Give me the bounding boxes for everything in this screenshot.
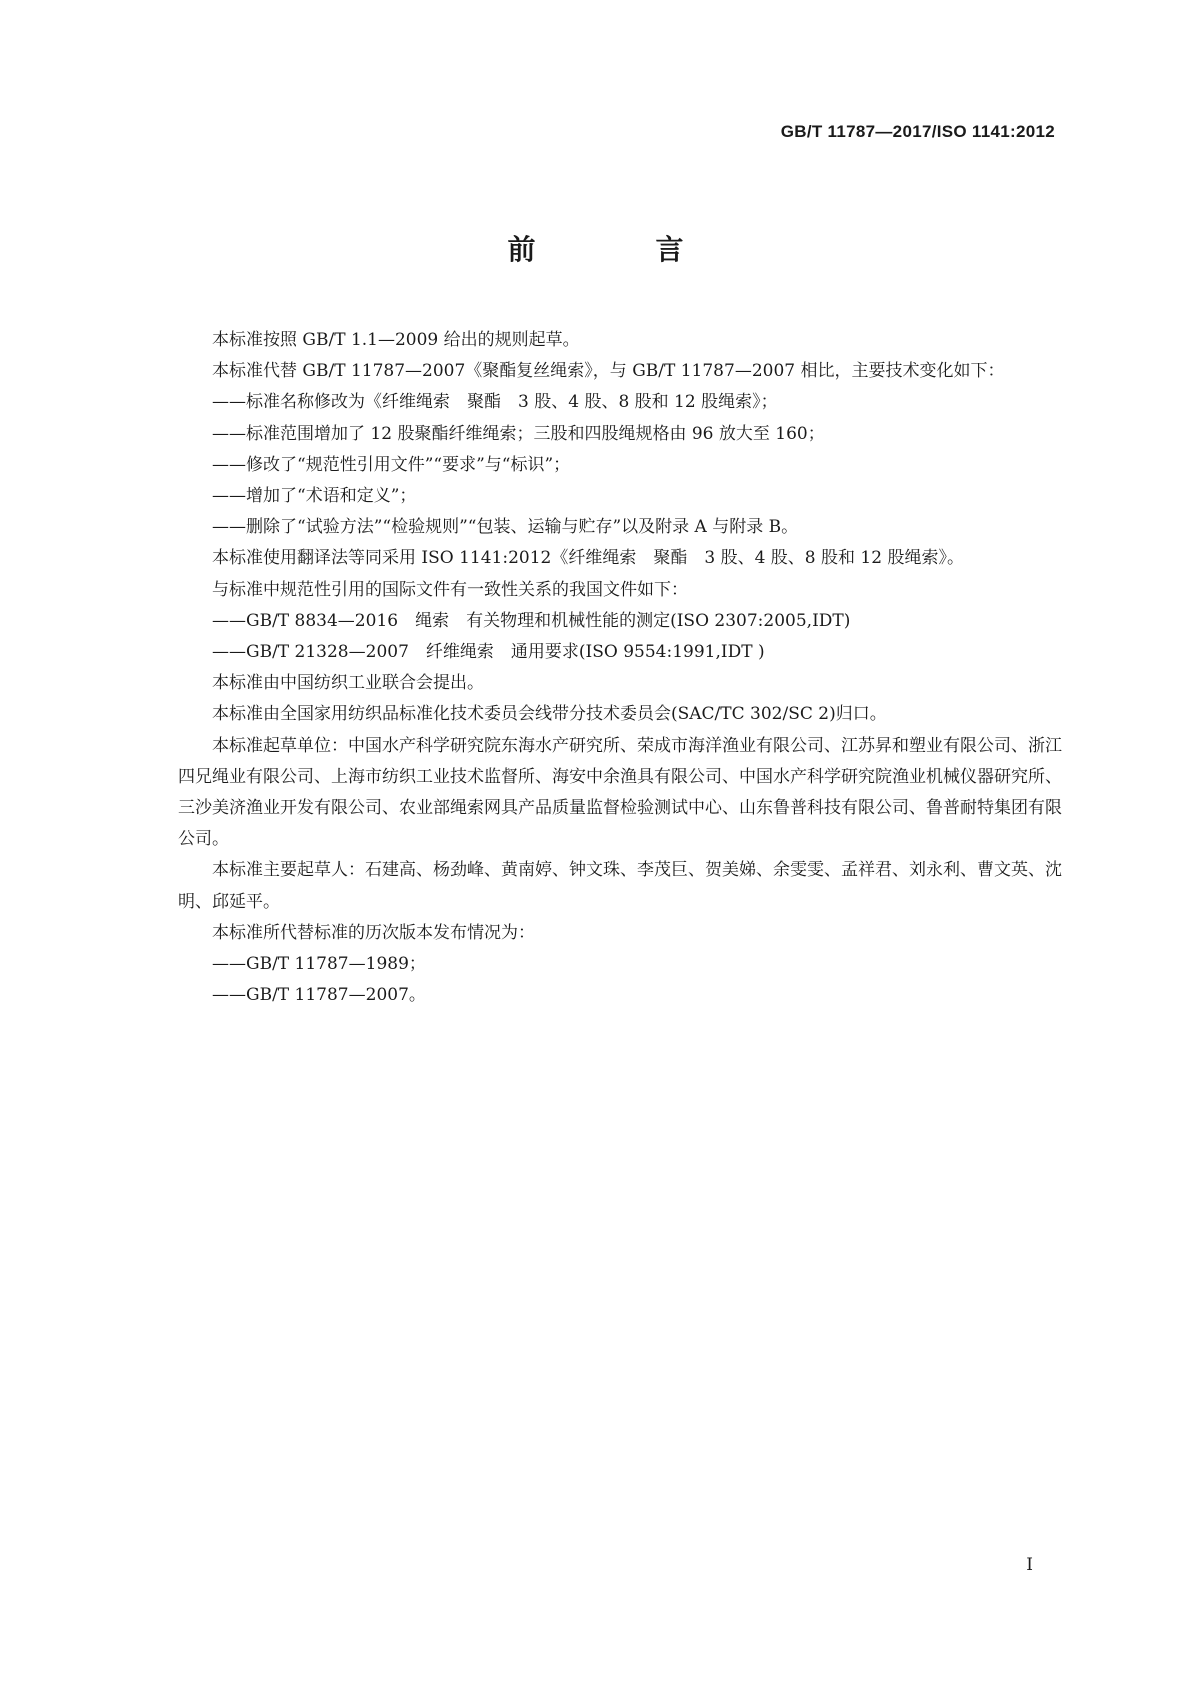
paragraph-drafting-rules: 本标准按照 GB/T 1.1—2009 给出的规则起草。 xyxy=(212,330,580,350)
change-item-references: ——修改了“规范性引用文件”“要求”与“标识”； xyxy=(212,454,571,475)
paragraph-drafting-units: 本标准起草单位：中国水产科学研究院东海水产研究所、荣成市海洋渔业有限公司、江苏昇和塑业有限公司、浙江四兄绳业有限公司、上海市纺织工业技术监督所、海安中余渔具有限公司、中国水产科学研究院渔业机械仪器研究所、三沙美济渔业开发有限公司、农业部绳索网具产品质量监督检验测试中心、山东鲁普科技有限公司、鲁普耐特集团有限公司。 xyxy=(178,735,1062,850)
paragraph-administered-by: 本标准由全国家用纺织品标准化技术委员会线带分技术委员会(SAC/TC 302/SC 2)归口。 xyxy=(212,704,887,725)
change-item-deleted: ——删除了“试验方法”“检验规则”“包装、运输与贮存”以及附录 A 与附录 B。 xyxy=(212,517,799,538)
page-title: 前 言 xyxy=(507,233,730,266)
reference-item-gbt-8834: ——GB/T 8834—2016 绳索 有关物理和机械性能的测定(ISO 2307:2005,IDT) xyxy=(212,610,851,631)
change-item-scope: ——标准范围增加了 12 股聚酯纤维绳索；三股和四股绳规格由 96 放大至 160； xyxy=(212,423,825,444)
page-number: I xyxy=(1026,1555,1033,1575)
change-item-title: ——标准名称修改为《纤维绳索 聚酯 3 股、4 股、8 股和 12 股绳索》； xyxy=(212,392,778,413)
reference-item-gbt-21328: ——GB/T 21328—2007 纤维绳索 通用要求(ISO 9554:1991,IDT ) xyxy=(212,642,765,663)
paragraph-translation-method: 本标准使用翻译法等同采用 ISO 1141:2012《纤维绳索 聚酯 3 股、4 股、8 股和 12 股绳索》。 xyxy=(212,548,964,569)
change-item-terms: ——增加了“术语和定义”； xyxy=(212,486,417,507)
edition-item-1989: ——GB/T 11787—1989； xyxy=(212,954,426,975)
paragraph-previous-editions: 本标准所代替标准的历次版本发布情况为： xyxy=(212,922,535,943)
paragraph-corresponding-docs: 与标准中规范性引用的国际文件有一致性关系的我国文件如下： xyxy=(212,579,688,600)
paragraph-proposed-by: 本标准由中国纺织工业联合会提出。 xyxy=(212,673,484,694)
foreword-body xyxy=(178,325,1070,1011)
edition-item-2007: ——GB/T 11787—2007。 xyxy=(212,985,426,1006)
standard-code-header: GB/T 11787—2017/ISO 1141:2012 xyxy=(780,122,1055,141)
paragraph-replaces: 本标准代替 GB/T 11787—2007《聚酯复丝绳索》，与 GB/T 11787—2007 相比，主要技术变化如下： xyxy=(212,361,1005,382)
paragraph-main-drafters: 本标准主要起草人：石建高、杨劲峰、黄南婷、钟文珠、李茂巨、贺美娣、余雯雯、孟祥君、刘永利、曹文英、沈明、邱延平。 xyxy=(178,860,1062,912)
